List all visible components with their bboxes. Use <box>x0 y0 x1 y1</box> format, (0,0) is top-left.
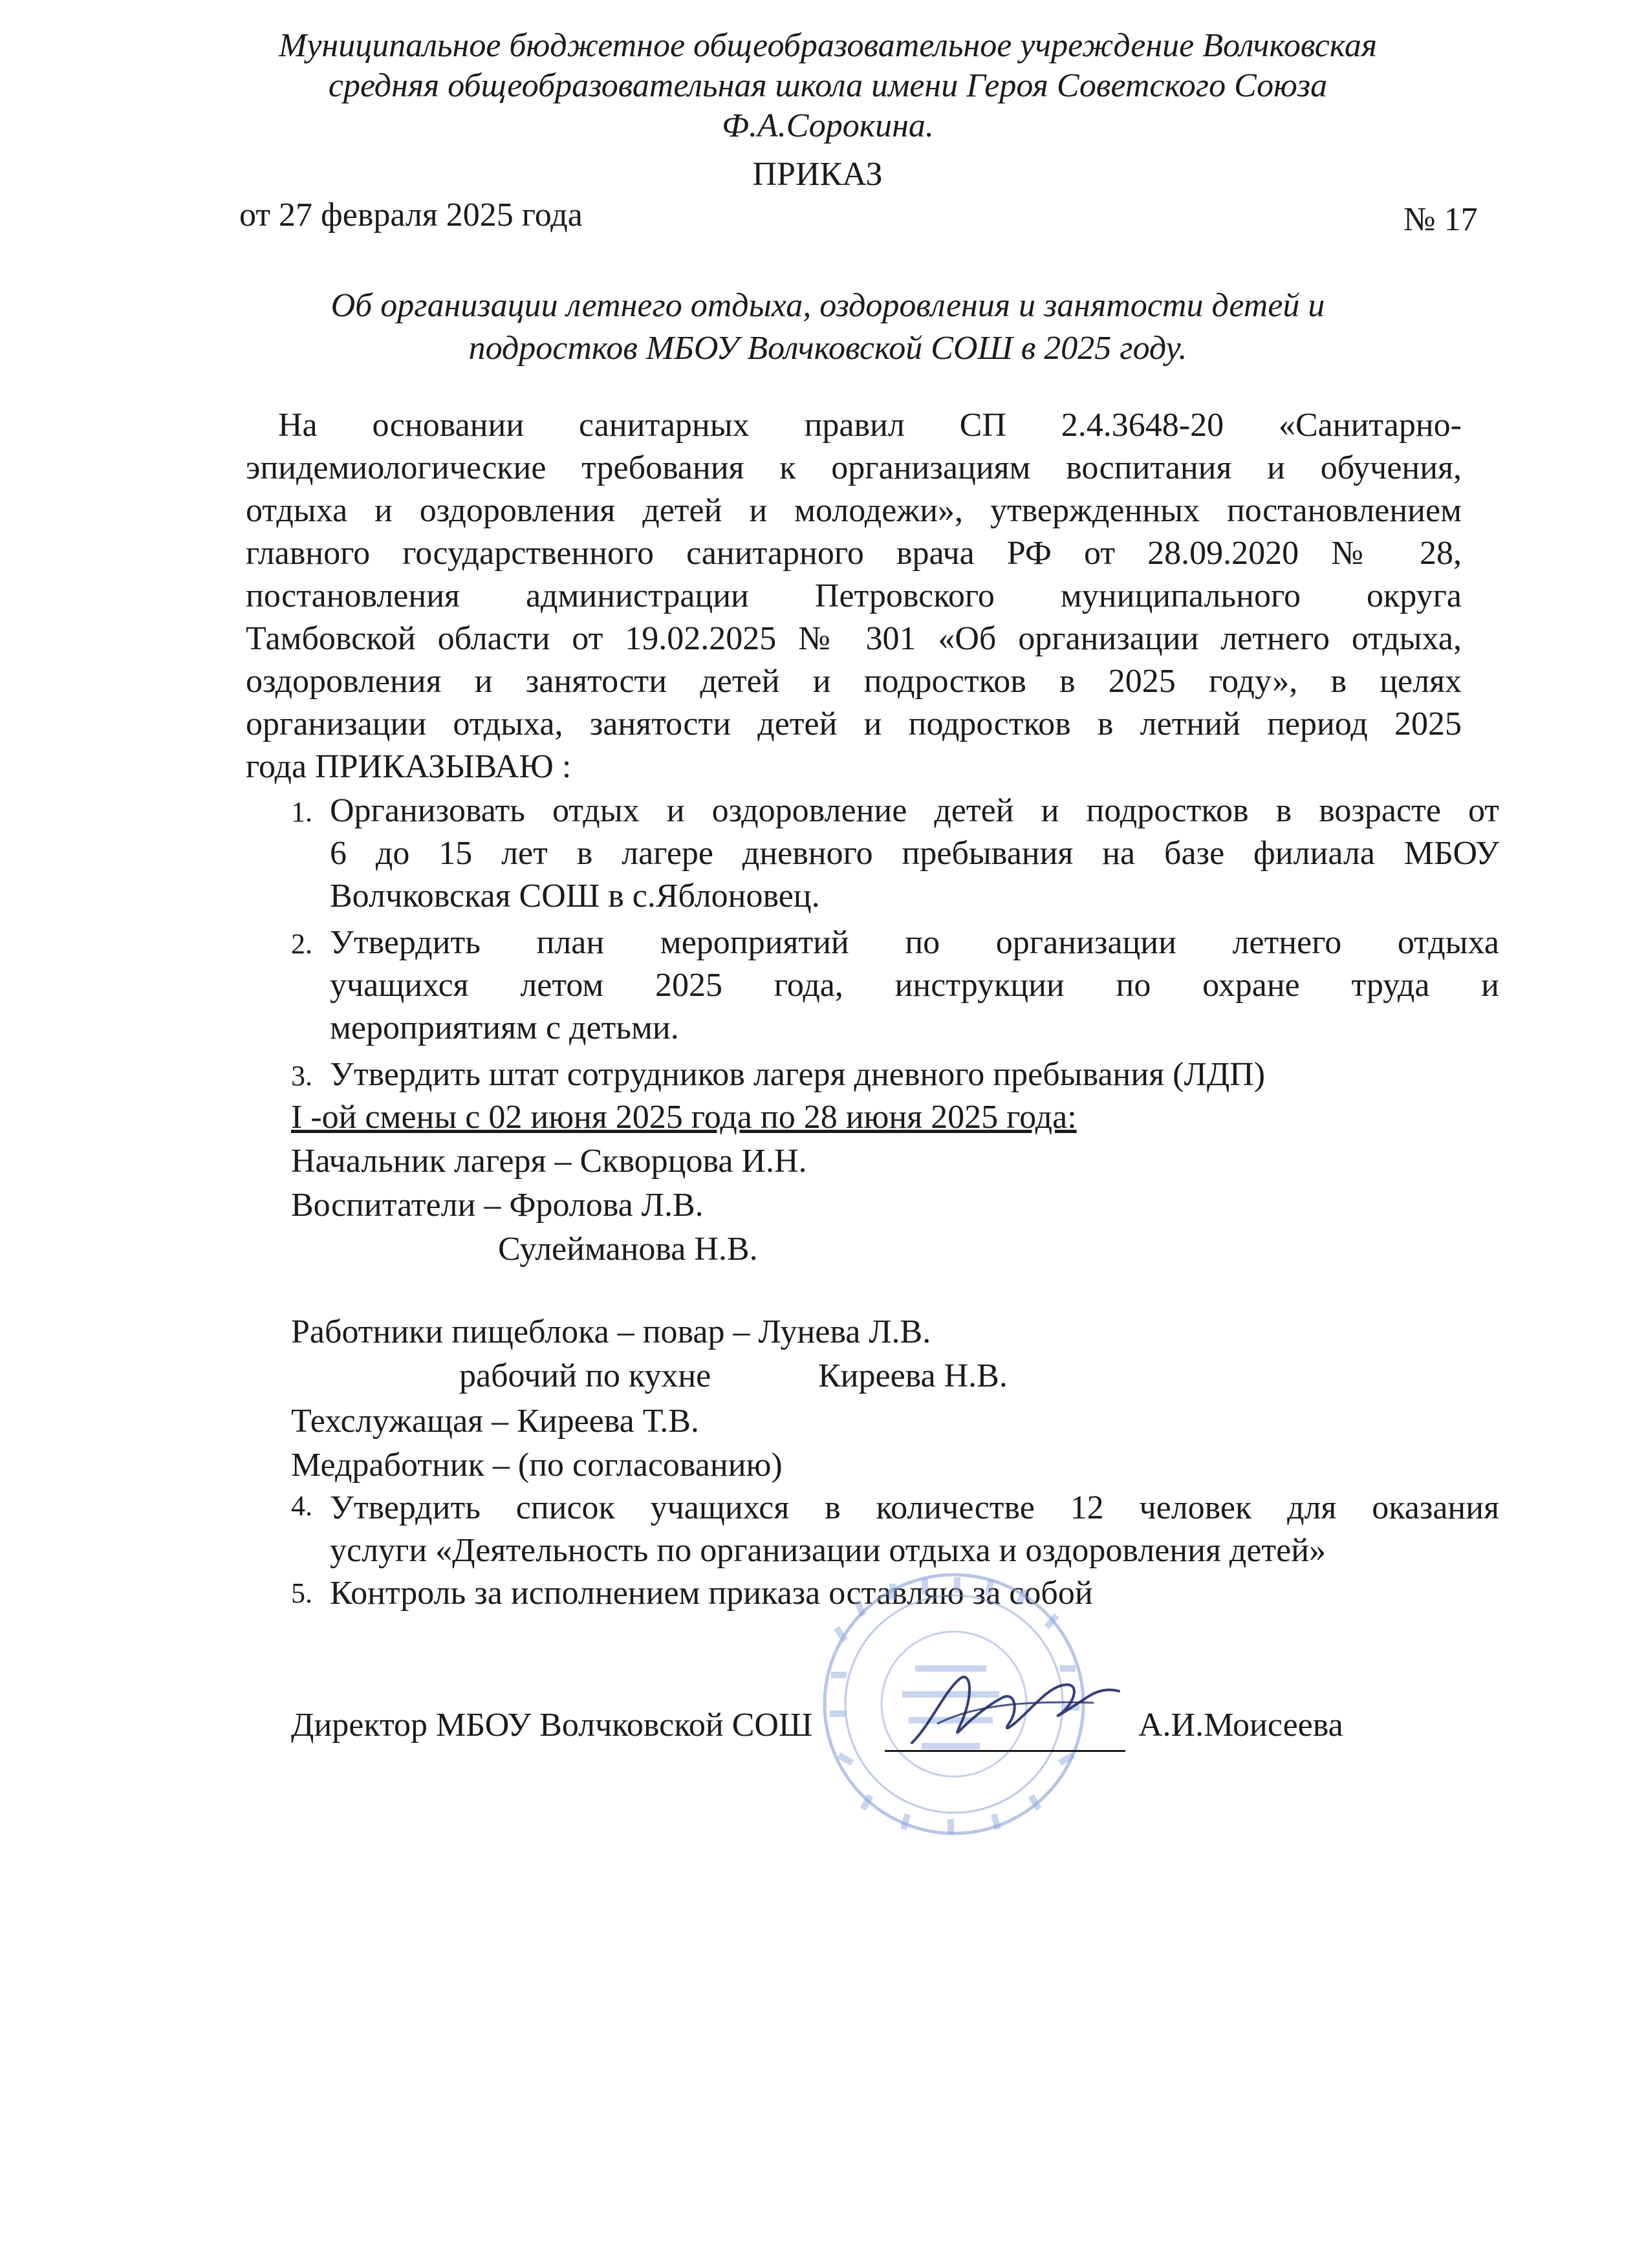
director-title: Директор МБОУ Волчковской СОШ <box>291 1707 813 1744</box>
list-item-line: Волчковская СОШ в с.Яблоновец. <box>330 878 820 914</box>
staff-line: Киреева Н.В. <box>818 1357 1008 1394</box>
staff-line: Техслужащая – Киреева Т.В. <box>291 1403 699 1440</box>
staff-line: Начальник лагеря – Скворцова И.Н. <box>291 1143 807 1180</box>
staff-line: Работники пищеблока – повар – Лунева Л.В. <box>291 1313 931 1350</box>
staff-line: Воспитатели – Фролова Л.В. <box>291 1187 704 1224</box>
document-title: ПРИКАЗ <box>752 156 883 193</box>
subject-line-2: подростков МБОУ Волчковской СОШ в 2025 году. <box>468 330 1187 367</box>
list-item-number: 4. <box>291 1490 312 1522</box>
list-item-line: Утвердить план мероприятий по организации летнего отдыха <box>330 924 1499 961</box>
list-item-number: 5. <box>291 1577 312 1609</box>
order-date: от 27 февраля 2025 года <box>239 197 583 233</box>
list-item-line: услуги «Деятельность по организации отдыха и оздоровления детей» <box>330 1532 1326 1569</box>
preamble-line: оздоровления и занятости детей и подростков в 2025 году», в целях <box>246 663 1462 700</box>
preamble-line: отдыха и оздоровления детей и молодежи», утвержденных постановлением <box>246 492 1462 529</box>
preamble-line: постановления администрации Петровского муниципального округа <box>246 578 1462 614</box>
staff-line: Медработник – (по согласованию) <box>291 1447 783 1484</box>
preamble-line: организации отдыха, занятости детей и подростков в летний период 2025 <box>246 706 1462 742</box>
list-item-line: Организовать отдых и оздоровление детей и подростков в возрасте от <box>330 792 1499 829</box>
list-item-number: 1. <box>291 796 312 828</box>
list-item-line: Утвердить список учащихся в количестве 12 человек для оказания <box>330 1489 1499 1526</box>
list-item-line: Утвердить штат сотрудников лагеря дневного пребывания (ЛДП) <box>330 1056 1266 1093</box>
signature-line <box>885 1750 1125 1752</box>
list-item-line: мероприятиям с детьми. <box>330 1010 679 1046</box>
list-item-line: 6 до 15 лет в лагере дневного пребывания на базе филиала МБОУ <box>330 835 1499 872</box>
director-name: А.И.Моисеева <box>1138 1707 1343 1744</box>
organization-line-3: Ф.А.Сорокина. <box>722 107 934 144</box>
list-item-line: учащихся летом 2025 года, инструкции по охране труда и <box>330 967 1499 1004</box>
order-number: № 17 <box>1403 201 1478 238</box>
preamble-line: эпидемиологические требования к организациям воспитания и обучения, <box>246 449 1462 486</box>
preamble-line: главного государственного санитарного врача РФ от 28.09.2020 № 28, <box>246 535 1462 572</box>
staff-line: Сулейманова Н.В. <box>498 1231 758 1268</box>
subject-line-1: Об организации летнего отдыха, оздоровления и занятости детей и <box>330 287 1325 324</box>
organization-header <box>194 26 1462 146</box>
preamble-line: На основании санитарных правил СП 2.4.3648-20 «Санитарно- <box>278 407 1462 444</box>
list-item-line: Контроль за исполнением приказа оставляю за собой <box>330 1575 1093 1612</box>
list-item-number: 2. <box>291 928 312 960</box>
preamble-line: года ПРИКАЗЫВАЮ : <box>246 748 572 785</box>
shift-heading: I -ой смены с 02 июня 2025 года по 28 июня 2025 года: <box>291 1099 1077 1136</box>
list-item-number: 3. <box>291 1060 312 1092</box>
staff-line: рабочий по кухне <box>459 1357 711 1394</box>
director-signature <box>899 1665 1132 1756</box>
preamble-line: Тамбовской области от 19.02.2025 № 301 «Об организации летнего отдыха, <box>246 620 1462 657</box>
organization-line-1: Муниципальное бюджетное общеобразовательное учреждение Волчковская <box>279 27 1377 64</box>
organization-line-2: средняя общеобразовательная школа имени Героя Советского Союза <box>328 67 1328 104</box>
order-subject <box>194 285 1462 370</box>
